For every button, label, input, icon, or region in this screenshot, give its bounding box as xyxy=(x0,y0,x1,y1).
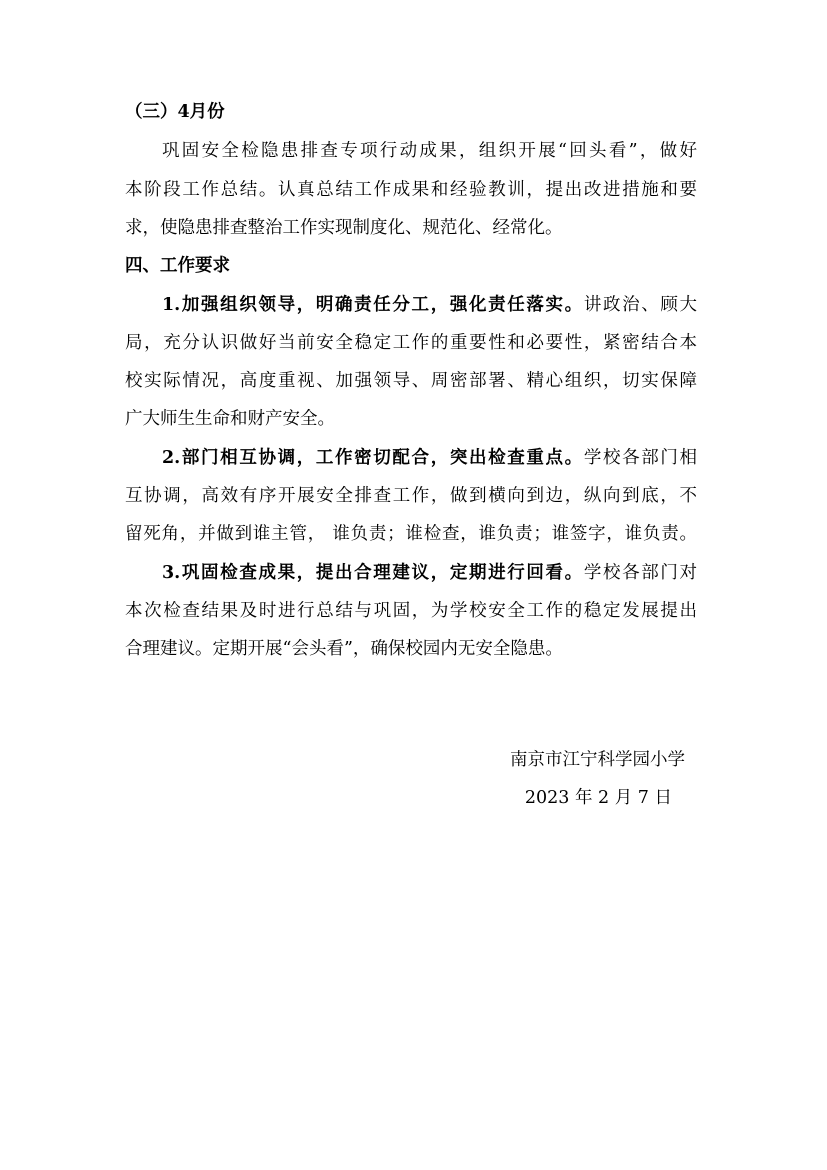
requirement-2-line-3: 留死角，并做到谁主管， 谁负责；谁检查，谁负责；谁签字，谁负责。 xyxy=(125,524,697,544)
requirement-1-first-rest: 讲政治、顾大 xyxy=(583,295,698,315)
requirement-1-line-4: 广大师生生命和财产安全。 xyxy=(125,409,335,429)
requirement-1-line-3: 校实际情况，高度重视、加强领导、周密部署、精心组织，切实保障 xyxy=(125,371,697,391)
requirement-1-first-line xyxy=(162,293,697,317)
requirement-1-lead: 1.加强组织领导，明确责任分工，强化责任落实。 xyxy=(162,295,584,315)
requirement-2-first-rest: 学校各部门相 xyxy=(583,448,698,468)
section-april-heading: （三）4月份 xyxy=(125,102,225,122)
requirement-1-line-2: 局，充分认识做好当前安全稳定工作的重要性和必要性，紧密结合本 xyxy=(125,333,697,353)
signature-organization: 南京市江宁科学园小学 xyxy=(510,750,685,770)
section-requirements-heading: 四、工作要求 xyxy=(125,256,230,276)
requirement-3-first-line xyxy=(162,561,697,585)
requirement-3-lead: 3.巩固检查成果，提出合理建议，定期进行回看。 xyxy=(162,563,584,583)
section-april-line-1: 巩固安全检隐患排查专项行动成果，组织开展“回头看”，做好 xyxy=(162,141,697,161)
signature-date: 2023 年 2 月 7 日 xyxy=(524,788,672,808)
requirement-2-lead: 2.部门相互协调，工作密切配合，突出检查重点。 xyxy=(162,448,584,468)
requirement-2-line-2: 互协调，高效有序开展安全排查工作，做到横向到边，纵向到底，不 xyxy=(125,486,697,506)
requirement-3-first-rest: 学校各部门对 xyxy=(583,563,698,583)
requirement-2-first-line xyxy=(162,446,697,470)
requirement-3-line-3: 合理建议。定期开展“会头看”，确保校园内无安全隐患。 xyxy=(125,639,563,659)
requirement-3-line-2: 本次检查结果及时进行总结与巩固，为学校安全工作的稳定发展提出 xyxy=(125,601,697,621)
section-april-line-3: 求，使隐患排查整治工作实现制度化、规范化、经常化。 xyxy=(125,218,563,238)
section-april-line-2: 本阶段工作总结。认真总结工作成果和经验教训，提出改进措施和要 xyxy=(125,180,697,200)
